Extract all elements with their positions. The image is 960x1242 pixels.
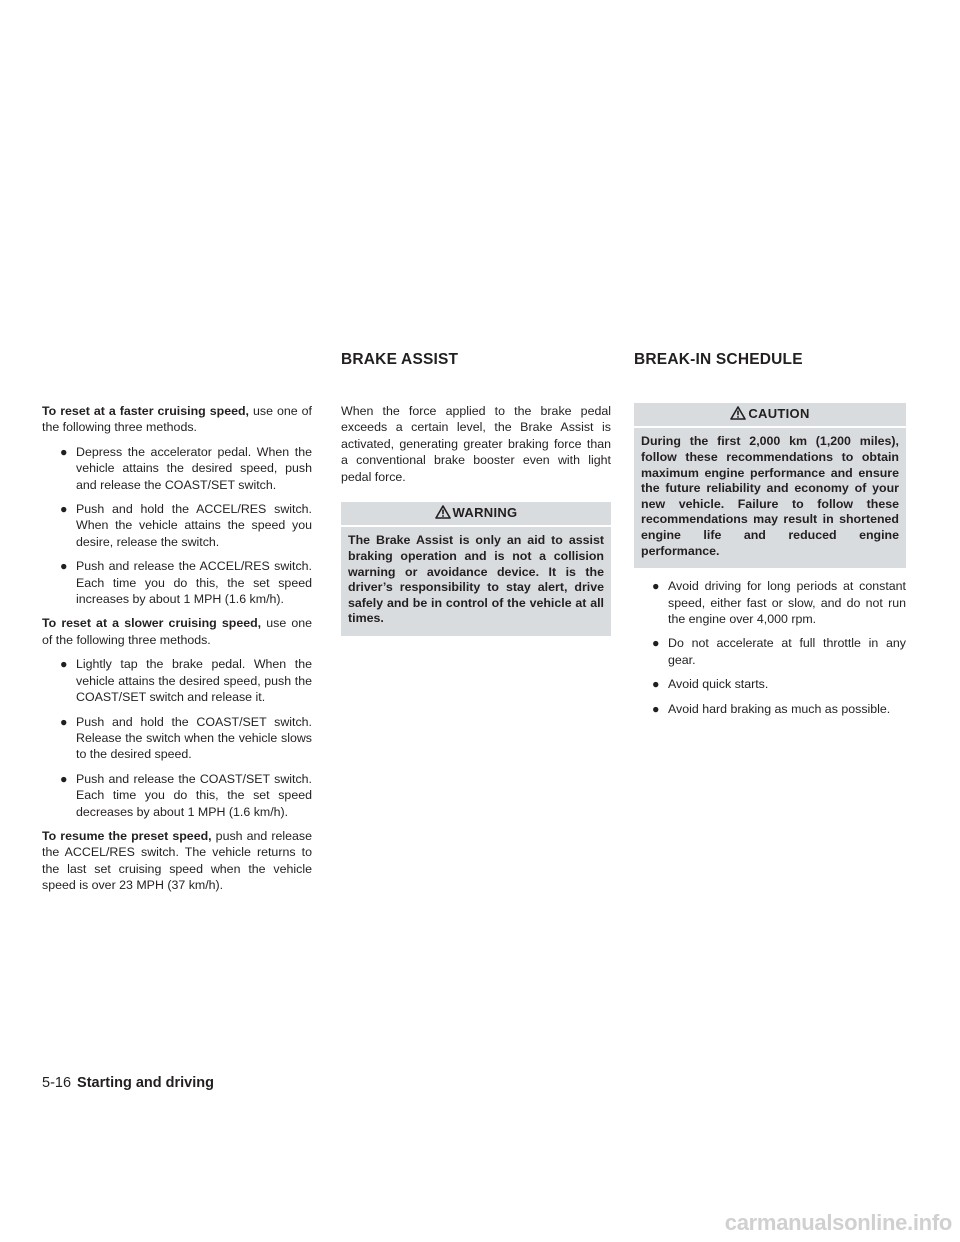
page-number: 5-16 — [42, 1075, 72, 1091]
resume-lead: To resume the preset speed, — [42, 828, 212, 843]
faster-list — [42, 444, 312, 608]
watermark: carmanualsonline.info — [724, 1210, 952, 1235]
bullet-icon: ● — [60, 559, 68, 574]
bullet-icon: ● — [652, 636, 660, 651]
slower-lead: To reset at a slower cruising speed, — [42, 616, 262, 631]
resume-paragraph — [42, 828, 312, 894]
break-in-list — [634, 578, 906, 717]
resume-text: push and release the ACCEL/RES switch. The vehicle returns to the last set cruising speed when the vehicle speed is over 23 MPH (37 km/h). — [42, 828, 312, 893]
list-item: ● Lightly tap the brake pedal. When the vehicle attains the desired speed, push the COAST/SET switch and release it. — [60, 657, 312, 705]
faster-text: use one of the following three methods. — [42, 404, 312, 435]
bullet-icon: ● — [652, 701, 660, 716]
slower-intro — [42, 615, 312, 648]
warning-icon — [730, 406, 746, 420]
slower-text: use one of the following three methods. — [42, 616, 312, 647]
list-item: ● Avoid hard braking as much as possible. — [652, 701, 891, 716]
caution-box — [634, 403, 906, 568]
heading-brake-assist: BRAKE ASSIST — [341, 351, 459, 368]
faster-intro — [42, 403, 312, 436]
section-title: Starting and driving — [77, 1075, 214, 1091]
warning-icon — [435, 505, 451, 519]
bullet-icon: ● — [60, 502, 68, 517]
warning-header — [341, 502, 611, 527]
list-item: ● Avoid quick starts. — [652, 677, 769, 692]
column-brake-assist — [341, 403, 611, 646]
slower-list — [42, 656, 312, 820]
column-break-in — [634, 403, 906, 725]
brake-assist-intro: When the force applied to the brake pedal exceeds a certain level, the Brake Assist is activated, generating greater braking force than a conventional brake booster even with light pedal force. — [341, 404, 611, 484]
list-item: ● Avoid driving for long periods at constant speed, either fast or slow, and do not run the engine over 4,000 rpm. — [652, 579, 906, 626]
heading-break-in-schedule: BREAK-IN SCHEDULE — [634, 351, 803, 368]
list-item: ● Do not accelerate at full throttle in any gear. — [652, 636, 906, 667]
list-item: ● Push and hold the ACCEL/RES switch. When the vehicle attains the speed you desire, release the switch. — [60, 502, 312, 549]
warning-box — [341, 502, 611, 636]
bullet-icon: ● — [60, 657, 68, 672]
bullet-icon: ● — [60, 444, 68, 459]
column-cruise-reset — [42, 403, 312, 902]
warning-label: WARNING — [452, 505, 518, 521]
list-item: ● Push and hold the COAST/SET switch. Release the switch when the vehicle slows to the desired speed. — [60, 714, 312, 762]
bullet-icon: ● — [60, 714, 68, 729]
list-item: ● Push and release the COAST/SET switch. Each time you do this, the set speed decreases by about 1 MPH (1.6 km/h). — [60, 771, 312, 819]
list-item: ● Push and release the ACCEL/RES switch. Each time you do this, the set speed increases by about 1 MPH (1.6 km/h). — [60, 559, 312, 607]
caution-label: CAUTION — [748, 406, 810, 421]
caution-header — [634, 403, 906, 428]
list-item: ● Depress the accelerator pedal. When the vehicle attains the desired speed, push and release the COAST/SET switch. — [60, 444, 312, 492]
faster-lead: To reset at a faster cruising speed, — [42, 404, 249, 418]
bullet-icon: ● — [60, 771, 68, 786]
page-footer — [42, 1075, 214, 1091]
bullet-icon: ● — [652, 579, 660, 594]
caution-text: During the first 2,000 km (1,200 miles), follow these recommendations to obtain maximum engine performance and ensure the future reliability and economy of your new vehicle. Failure to follow these recommendations may result in shortened engine life and reduced engine performance. — [641, 434, 899, 558]
warning-text: The Brake Assist is only an aid to assist braking operation and is not a collision warning or avoidance device. It is the driver’s responsibility to stay alert, drive safely and be in control of the vehicle at all times. — [348, 533, 604, 626]
bullet-icon: ● — [652, 677, 660, 692]
